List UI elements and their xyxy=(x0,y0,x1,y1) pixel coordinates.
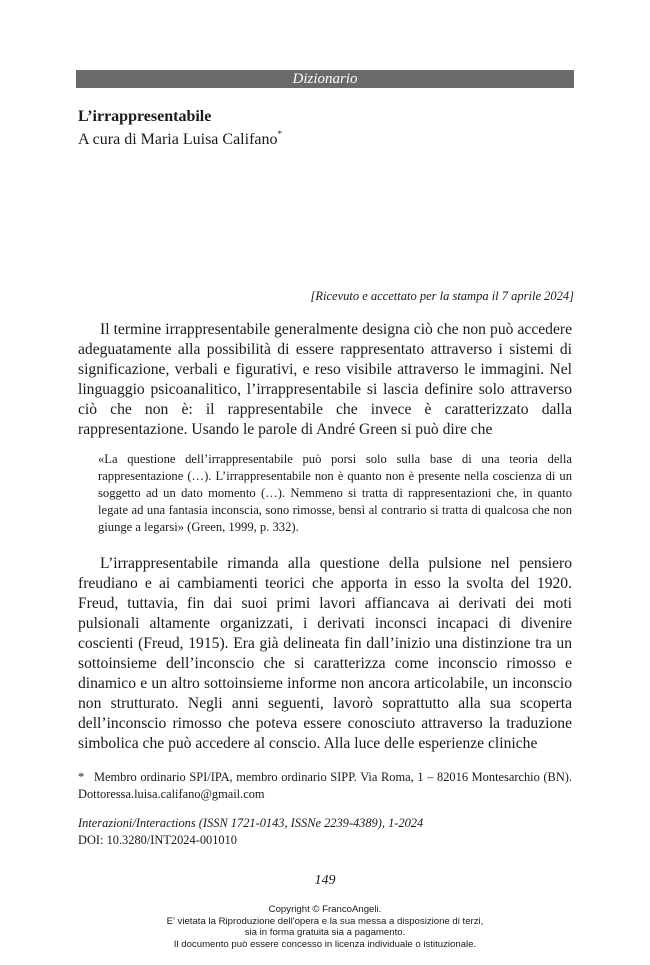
copyright-line-3: sia in forma gratuita sia a pagamento. xyxy=(244,927,406,938)
footnote xyxy=(78,769,572,803)
received-date: [Ricevuto e accettato per la stampa il 7 aprile 2024] xyxy=(310,289,574,303)
section-banner: Dizionario xyxy=(76,70,574,88)
copyright-line-1: Copyright © FrancoAngeli. xyxy=(268,904,382,915)
page-number: 149 xyxy=(314,873,336,888)
copyright-line-4: Il documento può essere concesso in licenza individuale o istituzionale. xyxy=(173,938,477,950)
journal-doi: DOI: 10.3280/INT2024-001010 xyxy=(78,833,237,847)
footnote-text: Membro ordinario SPI/IPA, membro ordinario SIPP. Via Roma, 1 – 82016 Montesarchio (BN). Dottoressa.luisa.califano@gmail.com xyxy=(78,770,572,801)
article-author xyxy=(78,129,282,149)
journal-info xyxy=(78,815,423,849)
body-paragraph-2: L’irrappresentabile rimanda alla questione della pulsione nel pensiero freudiano e ai cambiamenti teorici che apporta in esso la svolta del 1920. Freud, tuttavia, fin dai suoi primi lavori affiancava ai derivati dei moti pulsionali altamente organizzati, i derivati inconsci incapaci di divenire coscienti (Freud, 1915). Era già delineata fin dall’inizio una distinzione tra un sottoinsieme dell’inconscio che si caratterizza come inconscio rimosso e dinamico e un altro sottoinsieme informe non ancora articolabile, un inconscio non strutturato. Negli anni seguenti, lavorò soprattutto alla sua scoperta dell’inconscio rimosso che poteva essere conosciuto attraverso la traduzione simbolica che può accedere al conscio. Alla luce delle esperienze cliniche xyxy=(78,555,572,752)
author-name: A cura di Maria Luisa Califano xyxy=(78,131,278,148)
journal-citation: Interazioni/Interactions (ISSN 1721-0143, ISSNe 2239-4389), 1-2024 xyxy=(78,816,424,830)
body-paragraph-1: Il termine irrappresentabile generalmente designa ciò che non può accedere adeguatamente alla possibilità di essere rappresentato attraverso i sistemi di significazione, verbali e figurativi, e reso visibile attraverso le immagini. Nel linguaggio psicoanalitico, l’irrappresentabile si lascia definire solo attraverso ciò che non è: il rappresentabile che invece è caratterizzato dalla rappresentazione. Usando le parole di André Green si può dire che xyxy=(78,321,572,438)
block-quote: «La questione dell’irrappresentabile può porsi solo sulla base di una teoria della rappresentazione (…). L’irrappresentabile non è quanto non è presente nella coscienza di un soggetto ad un dato momento (…). Nemmeno si tratta di rappresentazioni che, in quanto legate ad una fantasia inconscia, sono rimosse, bensì al contrario si tratta di qualcosa che non giunge a legarsi» (Green, 1999, p. 332). xyxy=(98,452,572,534)
author-footnote-mark: * xyxy=(277,129,282,139)
copyright-line-2: E' vietata la Riproduzione dell'opera e la sua messa a disposizione di terzi, xyxy=(166,915,484,927)
article-title: L’irrappresentabile xyxy=(78,108,212,125)
copyright-notice xyxy=(0,904,650,950)
footnote-mark: * xyxy=(78,770,85,784)
